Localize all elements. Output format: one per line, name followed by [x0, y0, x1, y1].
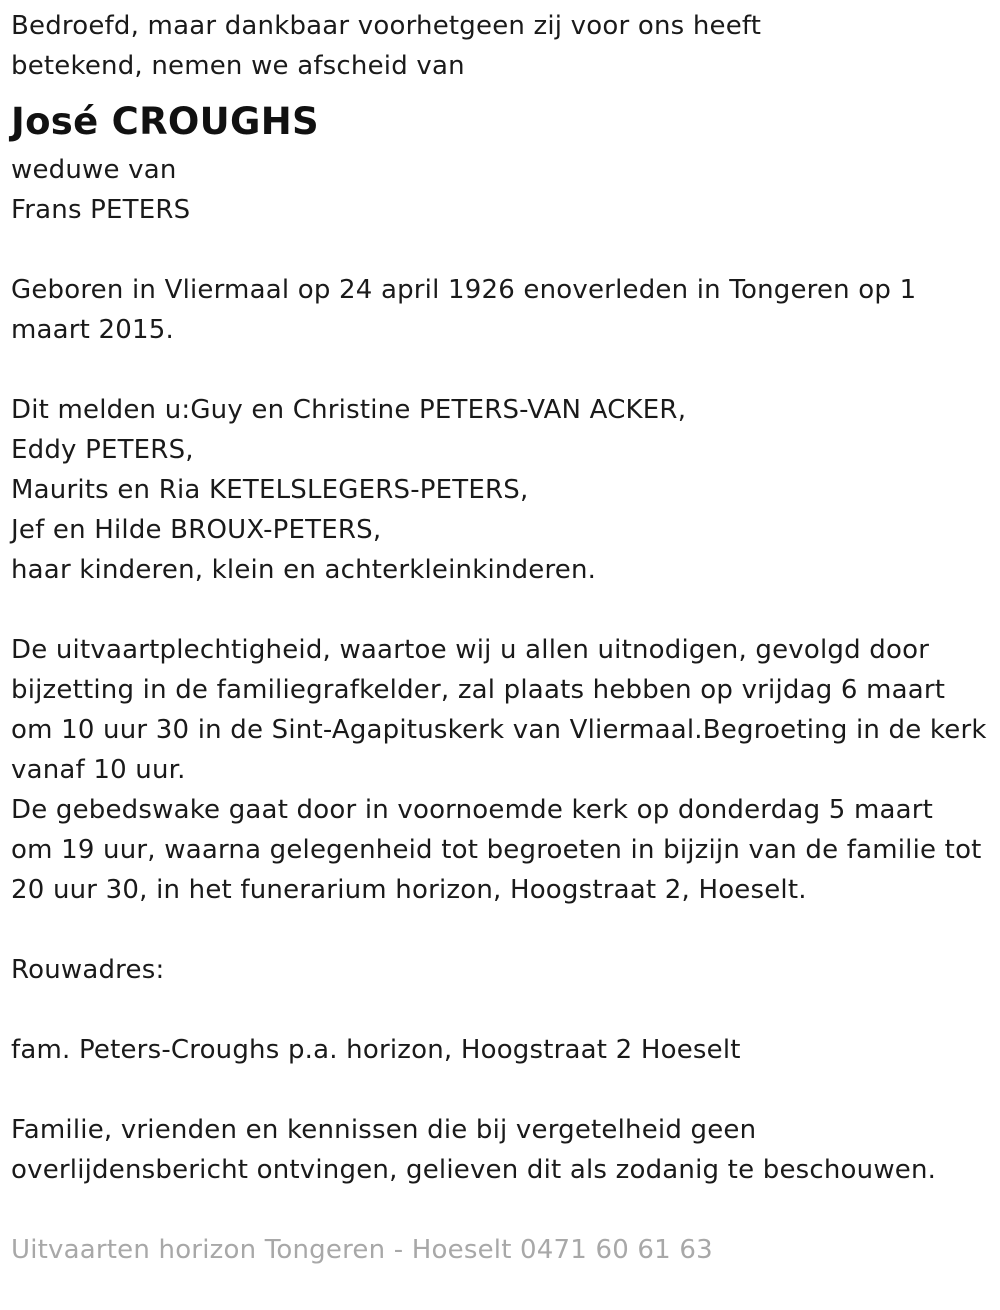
address-value: fam. Peters-Croughs p.a. horizon, Hoogstraat 2 Hoeselt: [11, 1035, 741, 1065]
intro-paragraph: [11, 6, 996, 86]
address-label: Rouwadres:: [11, 955, 165, 985]
ceremony-line: 20 uur 30, in het funerarium horizon, Hoogstraat 2, Hoeselt.: [11, 875, 807, 905]
deceased-name: José CROUGHS: [11, 100, 319, 143]
relation-text: weduwe van: [11, 155, 177, 185]
birth-death-line-1: Geboren in Vliermaal op 24 april 1926 enoverleden in Tongeren op 1: [11, 275, 917, 305]
announcer-line: haar kinderen, klein en achterkleinkinderen.: [11, 555, 597, 585]
spouse-name: Frans PETERS: [11, 195, 191, 225]
ceremony-line: De gebedswake gaat door in voornoemde kerk op donderdag 5 maart: [11, 795, 934, 825]
notice-paragraph: [11, 1110, 996, 1190]
intro-line-1: Bedroefd, maar dankbaar voorhetgeen zij voor ons heeft: [11, 11, 762, 41]
address-label-paragraph: [11, 950, 996, 990]
birth-death-line-2: maart 2015.: [11, 315, 174, 345]
ceremony-line: bijzetting in de familiegrafkelder, zal plaats hebben op vrijdag 6 maart: [11, 675, 946, 705]
announcer-line: Eddy PETERS,: [11, 435, 194, 465]
intro-line-2: betekend, nemen we afscheid van: [11, 51, 465, 81]
notice-line-2: overlijdensbericht ontvingen, gelieven dit als zodanig te beschouwen.: [11, 1155, 937, 1185]
ceremony-line: om 10 uur 30 in de Sint-Agapituskerk van Vliermaal.Begroeting in de kerk: [11, 715, 987, 745]
ceremony-paragraph: [11, 630, 996, 910]
notice-line-1: Familie, vrienden en kennissen die bij vergetelheid geen: [11, 1115, 757, 1145]
announcer-line: Jef en Hilde BROUX-PETERS,: [11, 515, 382, 545]
ceremony-line: vanaf 10 uur.: [11, 755, 186, 785]
funeral-home-footer: Uitvaarten horizon Tongeren - Hoeselt 0471 60 61 63: [11, 1235, 713, 1265]
ceremony-line: De uitvaartplechtigheid, waartoe wij u allen uitnodigen, gevolgd door: [11, 635, 930, 665]
birth-death-paragraph: [11, 270, 996, 350]
announcers-paragraph: [11, 390, 996, 590]
relation-paragraph: [11, 150, 996, 230]
ceremony-line: om 19 uur, waarna gelegenheid tot begroeten in bijzijn van de familie tot: [11, 835, 982, 865]
obituary-document: [11, 6, 996, 1270]
address-value-paragraph: [11, 1030, 996, 1070]
announcer-line: Maurits en Ria KETELSLEGERS-PETERS,: [11, 475, 529, 505]
announcer-line: Dit melden u:Guy en Christine PETERS-VAN ACKER,: [11, 395, 687, 425]
